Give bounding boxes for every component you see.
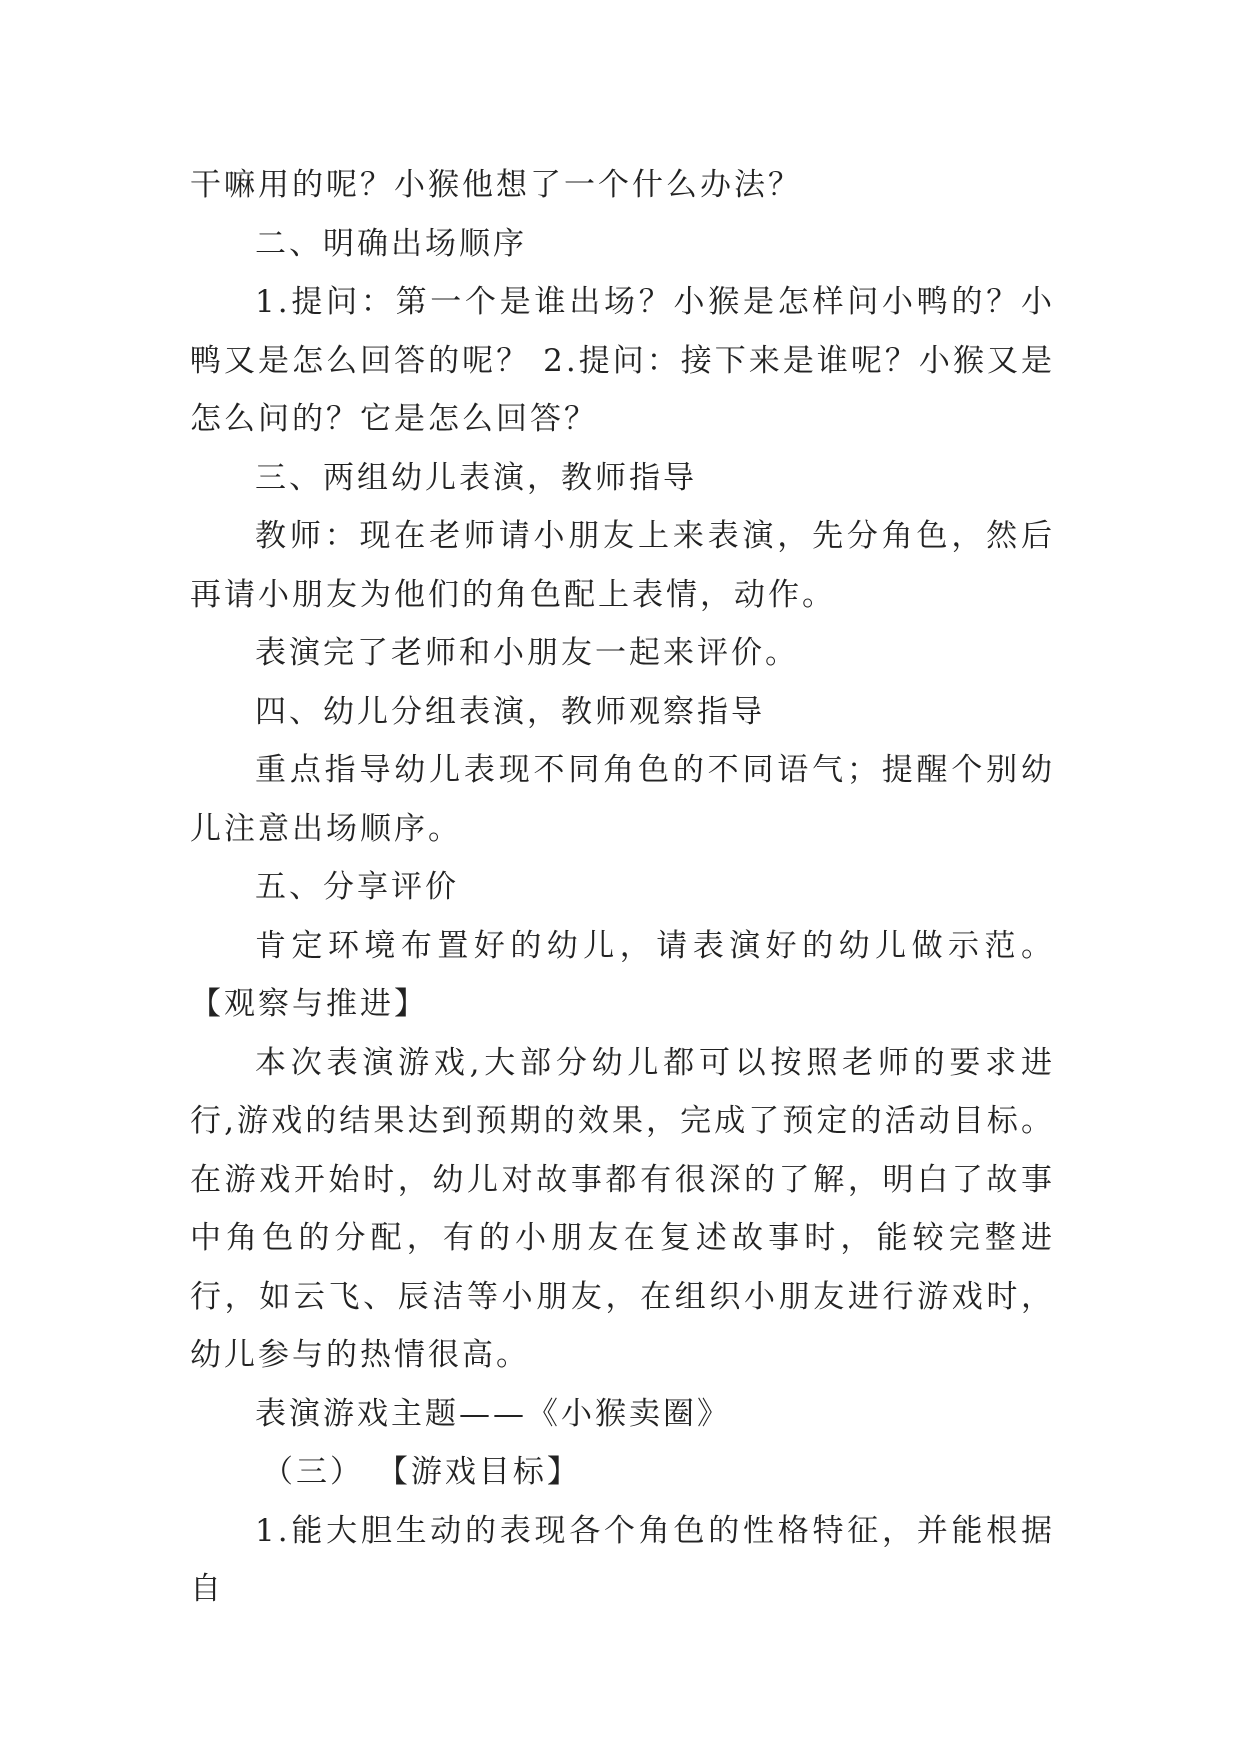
document-body [190,156,1055,1619]
paragraph-affirm: 肯定环境布置好的幼儿，请表演好的幼儿做示范。【观察与推进】 [190,927,1055,1022]
paragraph-evaluation: 表演完了老师和小朋友一起来评价。 [255,635,799,671]
section-heading-5: 五、分享评价 [255,869,459,905]
paragraph-reflection: 本次表演游戏,大部分幼儿都可以按照老师的要求进行,游戏的结果达到预期的效果，完成了预定的活动目标。在游戏开始时，幼儿对故事都有很深的了解，明白了故事中角色的分配，有的小朋友在复述故事时，能较完整进行，如云飞、辰洁等小朋友，在组织小朋友进行游戏时，幼儿参与的热情很高。 [190,1044,1055,1373]
paragraph-goal-1: 1.能大胆生动的表现各个角色的性格特征，并能根据自 [190,1512,1055,1607]
paragraph-teacher: 教师：现在老师请小朋友上来表演，先分角色，然后再请小朋友为他们的角色配上表情，动作。 [190,518,1055,613]
paragraph-guidance: 重点指导幼儿表现不同角色的不同语气；提醒个别幼儿注意出场顺序。 [190,752,1055,847]
paragraph-questions: 1.提问：第一个是谁出场？小猴是怎样问小鸭的？小鸭又是怎么回答的呢？ 2.提问：接下来是谁呢？小猴又是怎么问的？它是怎么回答？ [190,284,1055,437]
section-heading-4: 四、幼儿分组表演，教师观察指导 [255,693,765,730]
paragraph-theme: 表演游戏主题——《小猴卖圈》 [255,1395,731,1432]
section-heading-goals: （三） 【游戏目标】 [262,1454,581,1490]
paragraph-1: 干嘛用的呢？小猴他想了一个什么办法？ [190,167,802,203]
section-heading-3: 三、两组幼儿表演，教师指导 [255,459,697,496]
section-heading-2: 二、明确出场顺序 [255,225,527,262]
